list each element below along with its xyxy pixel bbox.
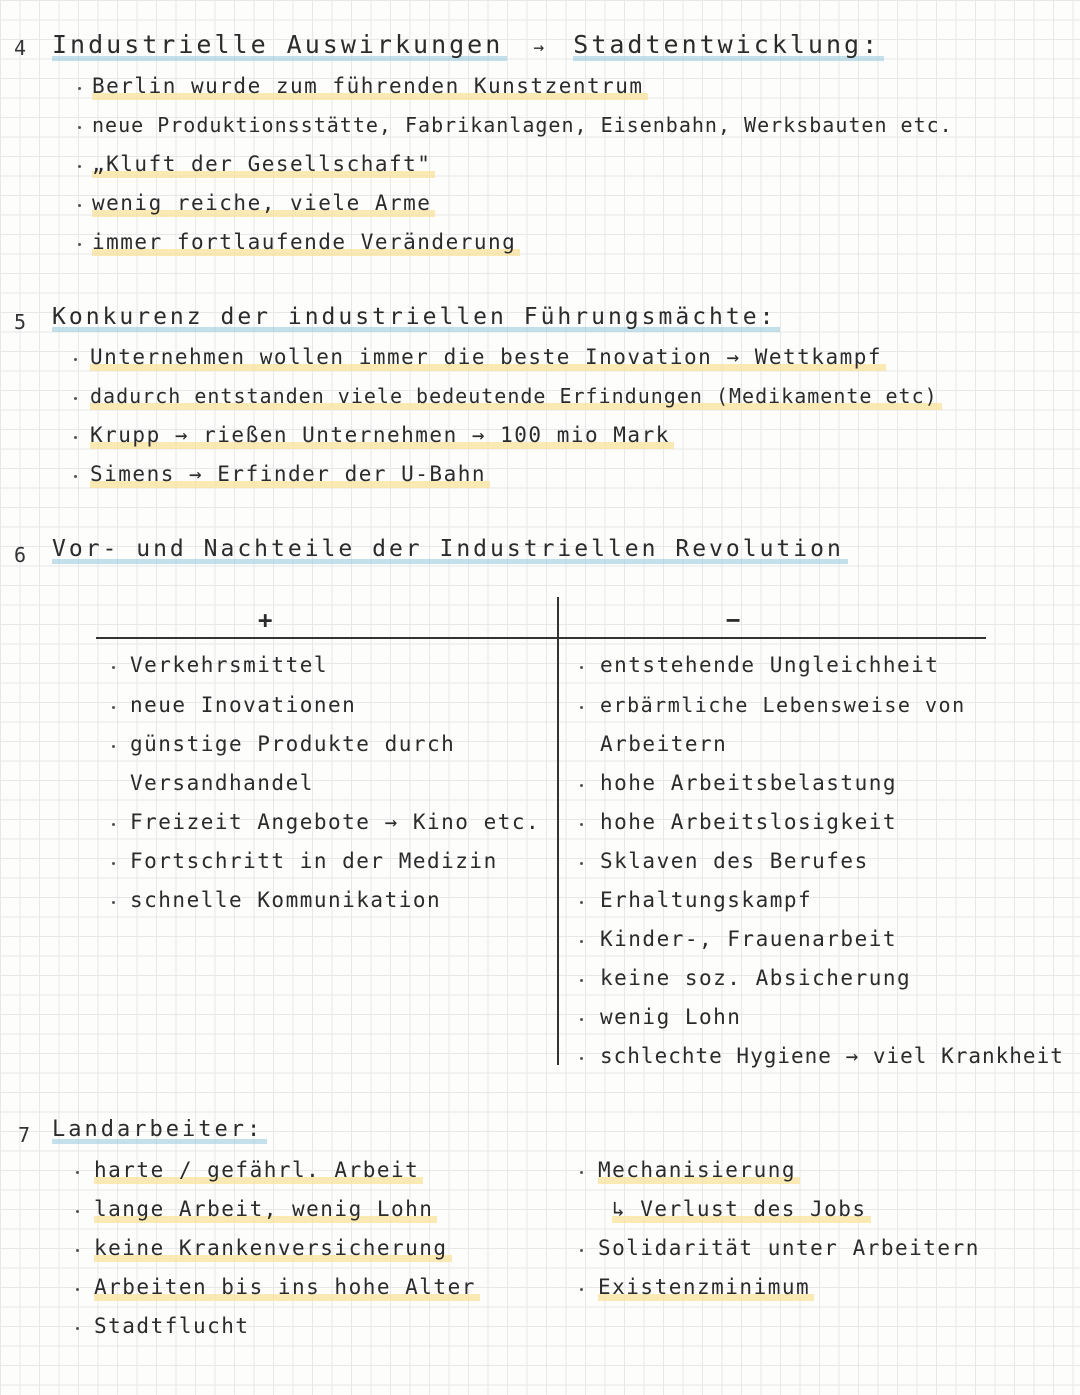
section-number: 7 <box>18 1123 31 1147</box>
con-item: Kinder-, Frauenarbeit <box>600 927 898 951</box>
pro-item: Fortschritt in der Medizin <box>130 849 498 873</box>
con-item: Erhaltungskampf <box>600 888 813 912</box>
list-item: dadurch entstanden viele bedeutende Erfindungen (Medikamente etc) <box>90 384 942 408</box>
con-item: wenig Lohn <box>600 1005 742 1029</box>
pro-item: schnelle Kommunikation <box>130 888 442 912</box>
con-item: keine soz. Absicherung <box>600 966 912 990</box>
con-item: Sklaven des Berufes <box>600 849 869 873</box>
list-item: keine Krankenversicherung <box>94 1236 452 1260</box>
list-item: Existenzminimum <box>598 1275 814 1299</box>
con-item: schlechte Hygiene → viel Krankheit <box>600 1044 1064 1068</box>
table-divider-horizontal <box>96 637 986 639</box>
plus-sign: + <box>258 606 273 634</box>
list-item: Mechanisierung <box>598 1158 800 1182</box>
list-item: Krupp → rießen Unternehmen → 100 mio Mark <box>90 423 674 447</box>
list-item: Stadtflucht <box>94 1314 250 1338</box>
list-item: wenig reiche, viele Arme <box>92 191 435 215</box>
con-item: hohe Arbeitslosigkeit <box>600 810 898 834</box>
list-item: „Kluft der Gesellschaft" <box>92 152 435 176</box>
con-item: hohe Arbeitsbelastung <box>600 771 898 795</box>
section-number: 6 <box>14 543 27 567</box>
section-number: 4 <box>14 36 27 60</box>
pro-item: Verkehrsmittel <box>130 653 329 677</box>
con-item: entstehende Ungleichheit <box>600 653 940 677</box>
list-item: neue Produktionsstätte, Fabrikanlagen, Eisenbahn, Werksbauten etc. <box>92 113 953 137</box>
pro-item: günstige Produkte durch <box>130 732 456 756</box>
pro-item: Freizeit Angebote → Kino etc. <box>130 810 541 834</box>
section-title: Industrielle Auswirkungen → Stadtentwicklung: <box>52 30 884 59</box>
con-item: Arbeitern <box>600 732 728 756</box>
list-item: Solidarität unter Arbeitern <box>598 1236 980 1260</box>
section-title: Konkurenz der industriellen Führungsmächte: <box>52 304 780 330</box>
list-item: lange Arbeit, wenig Lohn <box>94 1197 437 1221</box>
con-item: erbärmliche Lebensweise von <box>600 693 966 717</box>
list-item: immer fortlaufende Veränderung <box>92 230 520 254</box>
list-item: Unternehmen wollen immer die beste Inovation → Wettkampf <box>90 345 886 369</box>
list-item: Arbeiten bis ins hohe Alter <box>94 1275 480 1299</box>
minus-sign: − <box>726 606 741 634</box>
list-item: Berlin wurde zum führenden Kunstzentrum <box>92 74 648 98</box>
section-title: Landarbeiter: <box>52 1117 267 1142</box>
list-item: Simens → Erfinder der U-Bahn <box>90 462 490 486</box>
list-item: ↳ Verlust des Jobs <box>612 1197 871 1221</box>
pro-item: neue Inovationen <box>130 693 357 717</box>
list-item: harte / gefährl. Arbeit <box>94 1158 423 1182</box>
pro-item: Versandhandel <box>130 771 314 795</box>
section-title: Vor- und Nachteile der Industriellen Revolution <box>52 536 848 562</box>
section-number: 5 <box>14 310 27 334</box>
table-divider-vertical <box>557 597 559 1065</box>
